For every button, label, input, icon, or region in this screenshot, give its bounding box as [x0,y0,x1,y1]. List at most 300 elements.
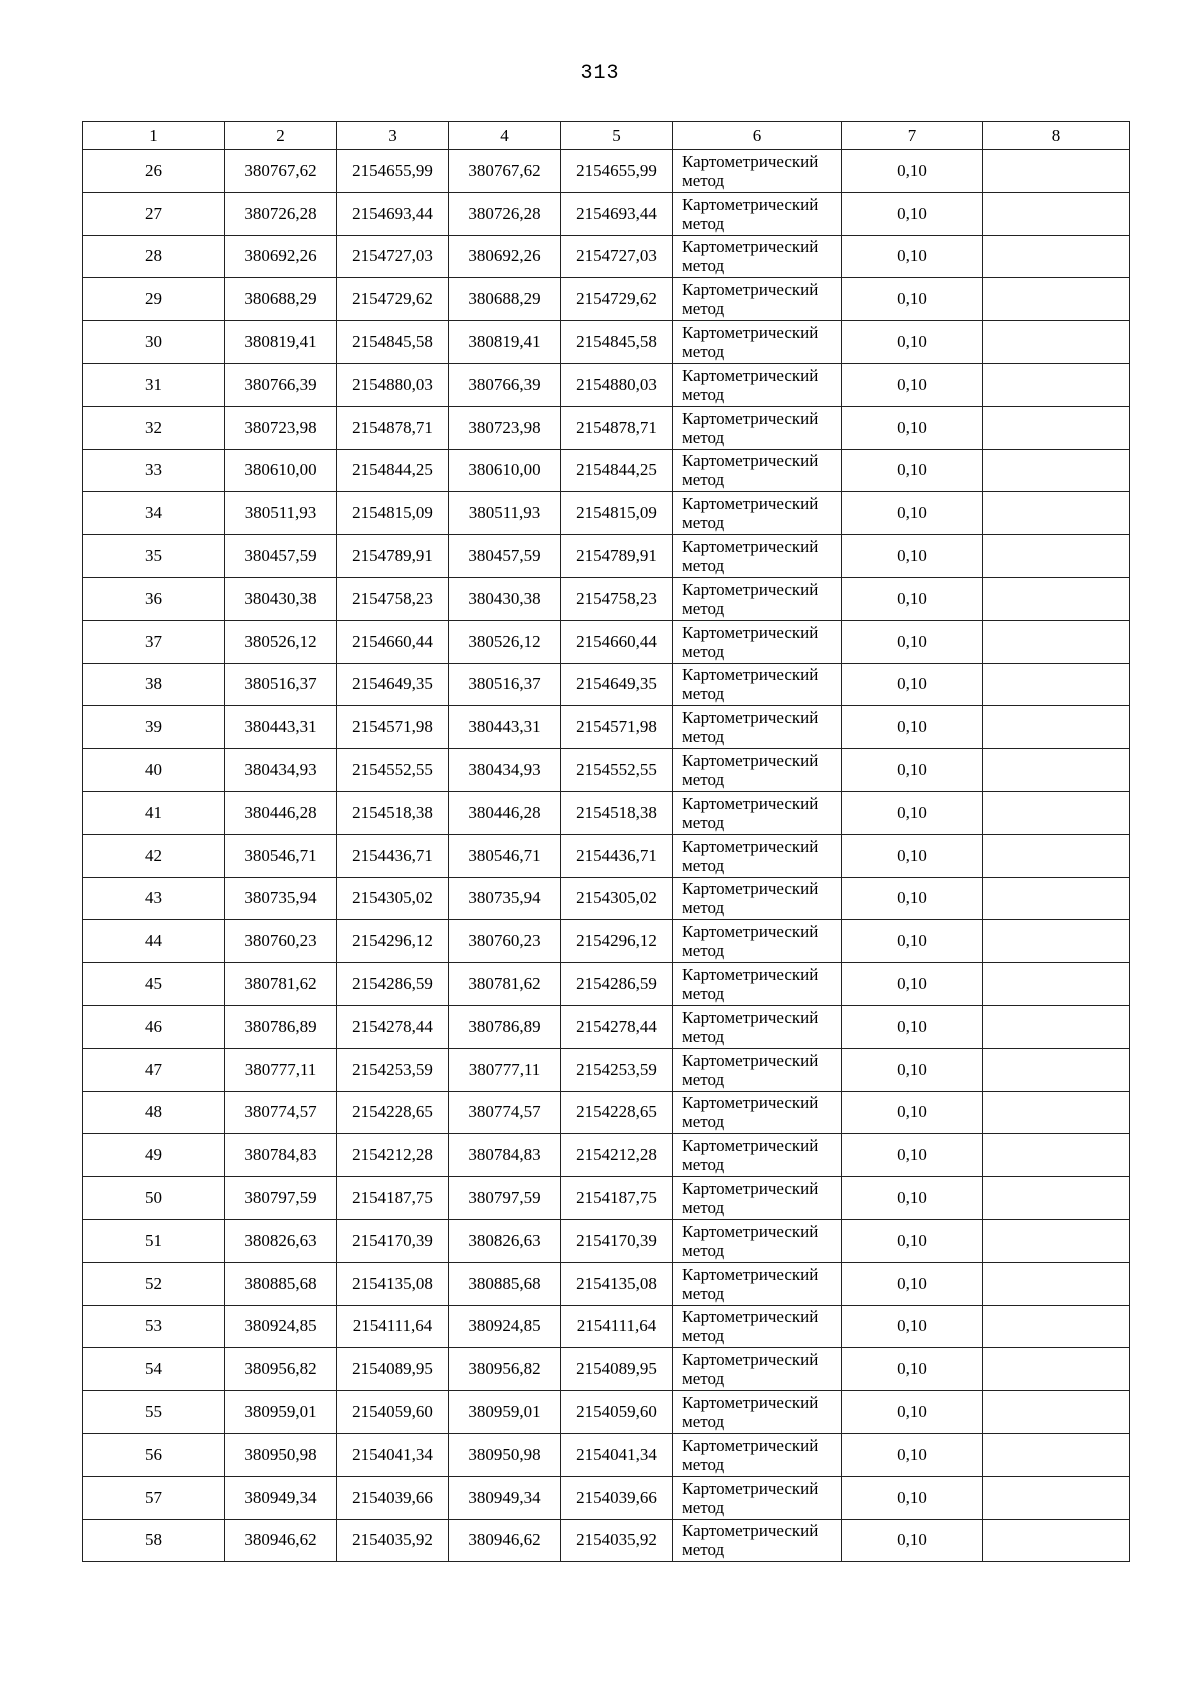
coordinates-table [82,121,1130,1562]
header-row [83,122,1130,150]
table-row [83,1005,1130,1048]
method-line1: Картометрический [682,965,819,985]
y-coordinate-cell: 2154660,44 [561,620,673,663]
table-row [83,363,1130,406]
notes-cell [983,663,1130,706]
table-row [83,278,1130,321]
method-line1: Картометрический [682,1179,819,1199]
y-coordinate-cell: 2154286,59 [561,963,673,1006]
point-number-cell: 31 [83,363,225,406]
point-number-cell: 45 [83,963,225,1006]
point-number-cell: 52 [83,1262,225,1305]
accuracy-cell: 0,10 [842,963,983,1006]
x-coordinate-cell: 380826,63 [225,1219,337,1262]
y-coordinate-cell: 2154187,75 [337,1177,449,1220]
x-coordinate-cell: 380511,93 [225,492,337,535]
table-row [83,449,1130,492]
x-coordinate-cell: 380949,34 [225,1476,337,1519]
y-coordinate-cell: 2154436,71 [561,834,673,877]
y-coordinate-cell: 2154815,09 [561,492,673,535]
method-cell [673,577,842,620]
y-coordinate-cell: 2154278,44 [561,1005,673,1048]
method-cell [673,1134,842,1177]
accuracy-cell: 0,10 [842,1262,983,1305]
x-coordinate-cell: 380546,71 [225,834,337,877]
table-row [83,834,1130,877]
method-cell [673,363,842,406]
y-coordinate-cell: 2154789,91 [337,535,449,578]
x-coordinate-cell: 380946,62 [449,1519,561,1562]
y-coordinate-cell: 2154727,03 [561,235,673,278]
method-cell [673,1005,842,1048]
point-number-cell: 29 [83,278,225,321]
y-coordinate-cell: 2154253,59 [561,1048,673,1091]
point-number-cell: 28 [83,235,225,278]
column-header: 7 [842,122,983,150]
x-coordinate-cell: 380443,31 [225,706,337,749]
x-coordinate-cell: 380760,23 [449,920,561,963]
table-row [83,877,1130,920]
notes-cell [983,1476,1130,1519]
y-coordinate-cell: 2154212,28 [561,1134,673,1177]
x-coordinate-cell: 380956,82 [449,1348,561,1391]
x-coordinate-cell: 380760,23 [225,920,337,963]
point-number-cell: 27 [83,192,225,235]
notes-cell [983,1348,1130,1391]
y-coordinate-cell: 2154649,35 [337,663,449,706]
y-coordinate-cell: 2154880,03 [337,363,449,406]
x-coordinate-cell: 380723,98 [449,406,561,449]
method-line2: метод [682,342,725,362]
method-line2: метод [682,1369,725,1389]
table-row [83,192,1130,235]
table-row [83,1348,1130,1391]
y-coordinate-cell: 2154305,02 [561,877,673,920]
notes-cell [983,620,1130,663]
method-line1: Картометрический [682,280,819,300]
table-row [83,791,1130,834]
method-cell [673,278,842,321]
y-coordinate-cell: 2154228,65 [337,1091,449,1134]
y-coordinate-cell: 2154035,92 [337,1519,449,1562]
x-coordinate-cell: 380797,59 [225,1177,337,1220]
y-coordinate-cell: 2154878,71 [337,406,449,449]
y-coordinate-cell: 2154844,25 [561,449,673,492]
x-coordinate-cell: 380766,39 [225,363,337,406]
y-coordinate-cell: 2154729,62 [337,278,449,321]
method-line2: метод [682,1155,725,1175]
accuracy-cell: 0,10 [842,1391,983,1434]
method-line2: метод [682,1240,725,1260]
notes-cell [983,577,1130,620]
accuracy-cell: 0,10 [842,577,983,620]
y-coordinate-cell: 2154039,66 [561,1476,673,1519]
method-line1: Картометрический [682,408,819,428]
y-coordinate-cell: 2154693,44 [561,192,673,235]
notes-cell [983,1519,1130,1562]
x-coordinate-cell: 380774,57 [225,1091,337,1134]
y-coordinate-cell: 2154041,34 [337,1433,449,1476]
accuracy-cell: 0,10 [842,363,983,406]
point-number-cell: 38 [83,663,225,706]
x-coordinate-cell: 380457,59 [449,535,561,578]
y-coordinate-cell: 2154039,66 [337,1476,449,1519]
table-header [83,122,1130,150]
y-coordinate-cell: 2154296,12 [561,920,673,963]
point-number-cell: 39 [83,706,225,749]
column-header: 1 [83,122,225,150]
x-coordinate-cell: 380885,68 [225,1262,337,1305]
x-coordinate-cell: 380688,29 [225,278,337,321]
accuracy-cell: 0,10 [842,1091,983,1134]
method-line1: Картометрический [682,1307,819,1327]
notes-cell [983,492,1130,535]
method-line1: Картометрический [682,1050,819,1070]
x-coordinate-cell: 380797,59 [449,1177,561,1220]
x-coordinate-cell: 380526,12 [225,620,337,663]
notes-cell [983,1005,1130,1048]
notes-cell [983,235,1130,278]
point-number-cell: 26 [83,150,225,193]
y-coordinate-cell: 2154789,91 [561,535,673,578]
y-coordinate-cell: 2154089,95 [561,1348,673,1391]
method-line2: метод [682,898,725,918]
method-line2: метод [682,941,725,961]
accuracy-cell: 0,10 [842,1219,983,1262]
x-coordinate-cell: 380950,98 [449,1433,561,1476]
accuracy-cell: 0,10 [842,663,983,706]
method-cell [673,1048,842,1091]
y-coordinate-cell: 2154253,59 [337,1048,449,1091]
table-row [83,920,1130,963]
method-line2: метод [682,384,725,404]
column-header: 4 [449,122,561,150]
accuracy-cell: 0,10 [842,1177,983,1220]
accuracy-cell: 0,10 [842,1348,983,1391]
notes-cell [983,278,1130,321]
notes-cell [983,1048,1130,1091]
table-row [83,1305,1130,1348]
method-cell [673,663,842,706]
accuracy-cell: 0,10 [842,535,983,578]
method-line1: Картометрический [682,451,819,471]
x-coordinate-cell: 380826,63 [449,1219,561,1262]
method-line1: Картометрический [682,1393,819,1412]
point-number-cell: 54 [83,1348,225,1391]
method-line2: метод [682,1026,725,1046]
notes-cell [983,192,1130,235]
method-line1: Картометрический [682,793,819,813]
x-coordinate-cell: 380781,62 [449,963,561,1006]
y-coordinate-cell: 2154880,03 [561,363,673,406]
x-coordinate-cell: 380726,28 [449,192,561,235]
notes-cell [983,749,1130,792]
method-cell [673,963,842,1006]
x-coordinate-cell: 380949,34 [449,1476,561,1519]
table-body [83,150,1130,1562]
y-coordinate-cell: 2154059,60 [561,1391,673,1434]
point-number-cell: 30 [83,321,225,364]
column-header: 5 [561,122,673,150]
x-coordinate-cell: 380688,29 [449,278,561,321]
method-line2: метод [682,598,725,618]
point-number-cell: 46 [83,1005,225,1048]
y-coordinate-cell: 2154729,62 [561,278,673,321]
x-coordinate-cell: 380610,00 [225,449,337,492]
method-line1: Картометрический [682,1521,819,1541]
x-coordinate-cell: 380885,68 [449,1262,561,1305]
method-cell [673,1219,842,1262]
y-coordinate-cell: 2154111,64 [337,1305,449,1348]
accuracy-cell: 0,10 [842,1519,983,1562]
method-line1: Картометрический [682,665,819,685]
accuracy-cell: 0,10 [842,1433,983,1476]
x-coordinate-cell: 380692,26 [449,235,561,278]
method-line2: метод [682,1198,725,1218]
method-line1: Картометрический [682,1221,819,1241]
method-line2: метод [682,984,725,1004]
table-row [83,1177,1130,1220]
notes-cell [983,1433,1130,1476]
y-coordinate-cell: 2154878,71 [561,406,673,449]
point-number-cell: 32 [83,406,225,449]
table-row [83,1519,1130,1562]
table-row [83,663,1130,706]
method-cell [673,492,842,535]
accuracy-cell: 0,10 [842,791,983,834]
accuracy-cell: 0,10 [842,877,983,920]
y-coordinate-cell: 2154758,23 [561,577,673,620]
method-cell [673,1476,842,1519]
notes-cell [983,150,1130,193]
x-coordinate-cell: 380767,62 [449,150,561,193]
notes-cell [983,877,1130,920]
y-coordinate-cell: 2154286,59 [337,963,449,1006]
table-row [83,321,1130,364]
method-line2: метод [682,299,725,319]
y-coordinate-cell: 2154187,75 [561,1177,673,1220]
point-number-cell: 34 [83,492,225,535]
method-line2: метод [682,1540,725,1560]
method-line1: Картометрический [682,537,819,557]
y-coordinate-cell: 2154649,35 [561,663,673,706]
point-number-cell: 48 [83,1091,225,1134]
method-line2: метод [682,812,725,832]
accuracy-cell: 0,10 [842,706,983,749]
method-cell [673,1305,842,1348]
method-line2: метод [682,427,725,447]
y-coordinate-cell: 2154571,98 [337,706,449,749]
x-coordinate-cell: 380546,71 [449,834,561,877]
table-row [83,749,1130,792]
point-number-cell: 37 [83,620,225,663]
method-cell [673,150,842,193]
table-row [83,620,1130,663]
y-coordinate-cell: 2154305,02 [337,877,449,920]
accuracy-cell: 0,10 [842,1476,983,1519]
x-coordinate-cell: 380956,82 [225,1348,337,1391]
accuracy-cell: 0,10 [842,834,983,877]
accuracy-cell: 0,10 [842,620,983,663]
notes-cell [983,535,1130,578]
y-coordinate-cell: 2154844,25 [337,449,449,492]
y-coordinate-cell: 2154059,60 [337,1391,449,1434]
table-row [83,492,1130,535]
x-coordinate-cell: 380786,89 [225,1005,337,1048]
table-row [83,1433,1130,1476]
point-number-cell: 44 [83,920,225,963]
x-coordinate-cell: 380819,41 [449,321,561,364]
method-line1: Картометрический [682,751,819,771]
point-number-cell: 51 [83,1219,225,1262]
method-cell [673,1433,842,1476]
point-number-cell: 40 [83,749,225,792]
x-coordinate-cell: 380767,62 [225,150,337,193]
x-coordinate-cell: 380726,28 [225,192,337,235]
x-coordinate-cell: 380959,01 [225,1391,337,1434]
y-coordinate-cell: 2154518,38 [561,791,673,834]
method-line2: метод [682,256,725,276]
x-coordinate-cell: 380446,28 [449,791,561,834]
method-cell [673,706,842,749]
notes-cell [983,706,1130,749]
y-coordinate-cell: 2154111,64 [561,1305,673,1348]
method-cell [673,321,842,364]
method-line1: Картометрический [682,323,819,343]
column-header: 2 [225,122,337,150]
point-number-cell: 43 [83,877,225,920]
method-cell [673,1177,842,1220]
table-row [83,1391,1130,1434]
point-number-cell: 53 [83,1305,225,1348]
method-cell [673,834,842,877]
table-row [83,1048,1130,1091]
notes-cell [983,920,1130,963]
point-number-cell: 35 [83,535,225,578]
notes-cell [983,1262,1130,1305]
notes-cell [983,963,1130,1006]
x-coordinate-cell: 380610,00 [449,449,561,492]
method-line1: Картометрический [682,365,819,385]
accuracy-cell: 0,10 [842,1048,983,1091]
method-cell [673,749,842,792]
table-row [83,963,1130,1006]
y-coordinate-cell: 2154089,95 [337,1348,449,1391]
notes-cell [983,1091,1130,1134]
y-coordinate-cell: 2154135,08 [561,1262,673,1305]
method-cell [673,449,842,492]
notes-cell [983,449,1130,492]
method-line2: метод [682,1283,725,1303]
method-cell [673,1391,842,1434]
y-coordinate-cell: 2154041,34 [561,1433,673,1476]
notes-cell [983,1134,1130,1177]
method-line1: Картометрический [682,622,819,642]
y-coordinate-cell: 2154518,38 [337,791,449,834]
x-coordinate-cell: 380784,83 [449,1134,561,1177]
method-line2: метод [682,641,725,661]
method-line2: метод [682,770,725,790]
table-row [83,577,1130,620]
method-cell [673,235,842,278]
page-number: 313 [580,62,620,85]
x-coordinate-cell: 380959,01 [449,1391,561,1434]
table-row [83,1262,1130,1305]
method-line1: Картометрический [682,708,819,728]
x-coordinate-cell: 380430,38 [225,577,337,620]
x-coordinate-cell: 380516,37 [449,663,561,706]
y-coordinate-cell: 2154758,23 [337,577,449,620]
method-cell [673,406,842,449]
y-coordinate-cell: 2154552,55 [561,749,673,792]
method-line1: Картометрический [682,1136,819,1156]
column-header: 8 [983,122,1130,150]
method-line2: метод [682,170,725,190]
x-coordinate-cell: 380946,62 [225,1519,337,1562]
method-cell [673,920,842,963]
notes-cell [983,1177,1130,1220]
notes-cell [983,406,1130,449]
y-coordinate-cell: 2154693,44 [337,192,449,235]
accuracy-cell: 0,10 [842,321,983,364]
method-line2: метод [682,513,725,533]
y-coordinate-cell: 2154228,65 [561,1091,673,1134]
accuracy-cell: 0,10 [842,1005,983,1048]
accuracy-cell: 0,10 [842,449,983,492]
x-coordinate-cell: 380781,62 [225,963,337,1006]
method-line1: Картометрический [682,1435,819,1455]
column-header: 6 [673,122,842,150]
point-number-cell: 57 [83,1476,225,1519]
y-coordinate-cell: 2154035,92 [561,1519,673,1562]
method-cell [673,620,842,663]
x-coordinate-cell: 380430,38 [449,577,561,620]
method-line1: Картометрический [682,237,819,257]
x-coordinate-cell: 380950,98 [225,1433,337,1476]
table-row [83,150,1130,193]
point-number-cell: 56 [83,1433,225,1476]
method-line2: метод [682,470,725,490]
x-coordinate-cell: 380735,94 [449,877,561,920]
y-coordinate-cell: 2154571,98 [561,706,673,749]
accuracy-cell: 0,10 [842,492,983,535]
method-line2: метод [682,1454,725,1474]
method-line2: метод [682,855,725,875]
point-number-cell: 55 [83,1391,225,1434]
method-cell [673,1262,842,1305]
y-coordinate-cell: 2154436,71 [337,834,449,877]
method-line1: Картометрический [682,1350,819,1370]
accuracy-cell: 0,10 [842,235,983,278]
method-line1: Картометрический [682,1478,819,1498]
point-number-cell: 36 [83,577,225,620]
method-line1: Картометрический [682,579,819,599]
accuracy-cell: 0,10 [842,150,983,193]
notes-cell [983,1305,1130,1348]
x-coordinate-cell: 380924,85 [225,1305,337,1348]
method-cell [673,1091,842,1134]
x-coordinate-cell: 380735,94 [225,877,337,920]
method-line1: Картометрический [682,194,819,214]
x-coordinate-cell: 380457,59 [225,535,337,578]
y-coordinate-cell: 2154212,28 [337,1134,449,1177]
accuracy-cell: 0,10 [842,192,983,235]
method-line2: метод [682,727,725,747]
point-number-cell: 47 [83,1048,225,1091]
method-line1: Картометрический [682,1007,819,1027]
table-row [83,706,1130,749]
x-coordinate-cell: 380777,11 [449,1048,561,1091]
